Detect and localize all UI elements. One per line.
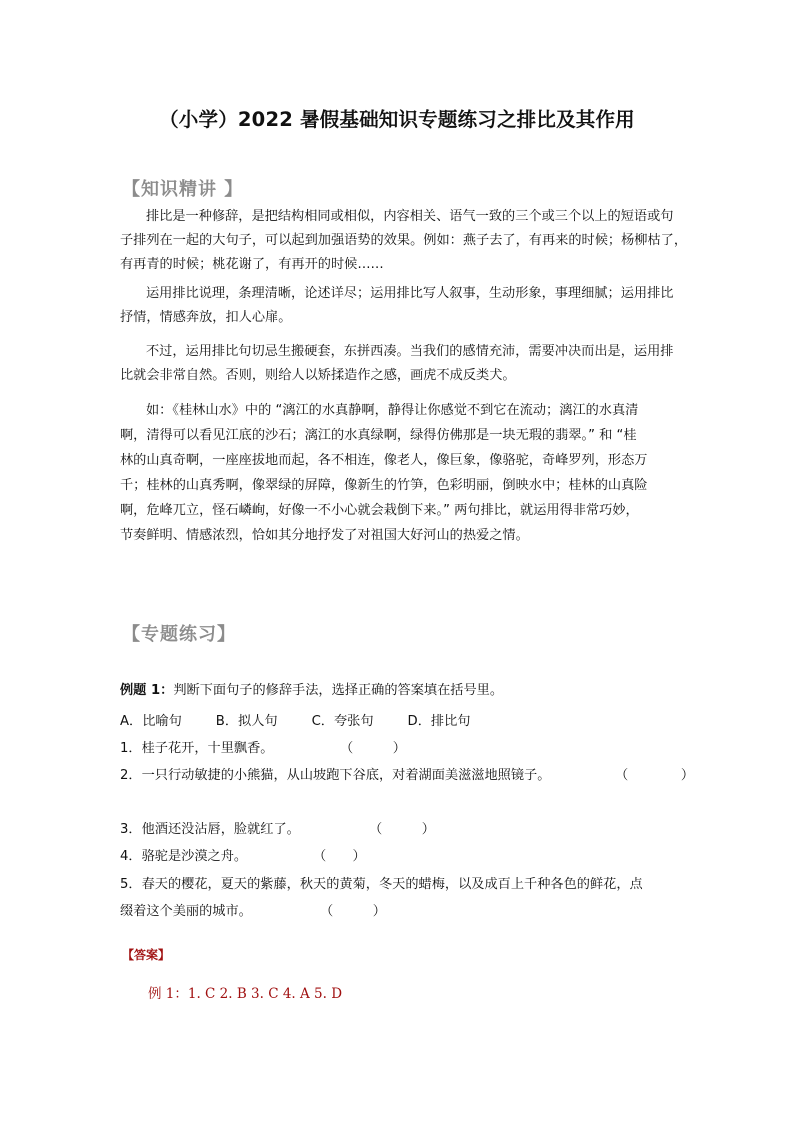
paragraph-line: 子排列在一起的大句子，可以起到加强语势的效果。例如：燕子去了，有再来的时候；杨柳枯了， <box>120 233 688 248</box>
paragraph-line: 不过，运用排比句切忌生搬硬套，东拼西凑。当我们的感情充沛，需要冲决而出是，运用排 <box>146 344 674 359</box>
question-2 <box>120 764 550 783</box>
paragraph-line: 排比是一种修辞，是把结构相同或相似，内容相关、语气一致的三个或三个以上的短语或句 <box>146 209 674 224</box>
answer-label: 【答案】 <box>122 948 171 962</box>
answer-blank-1: （ ） <box>340 741 406 756</box>
answer-blank-2: （ ） <box>615 768 695 783</box>
page-title: （小学）2022 暑假基础知识专题练习之排比及其作用 <box>159 108 635 131</box>
paragraph-1 <box>120 205 688 277</box>
question-text: 2．一只行动敏捷的小熊猫，从山坡跑下谷底，对着湖面美滋滋地照镜子。 <box>120 768 551 783</box>
question-text: 1．桂子花开，十里飘香。 <box>120 741 274 756</box>
question-3 <box>120 818 300 837</box>
option-b: B．拟人句 <box>215 714 278 729</box>
question-text: 3．他酒还没沾唇，脸就红了。 <box>120 822 300 837</box>
paragraph-line: 如：《桂林山水》中的 “漓江的水真静啊，静得让你感觉不到它在流动；漓江的水真清 <box>146 403 639 418</box>
question-4 <box>120 845 247 864</box>
paragraph-4 <box>120 398 648 548</box>
example-instruction: 判断下面句子的修辞手法，选择正确的答案填在括号里。 <box>173 683 504 698</box>
question-text: 5．春天的樱花，夏天的紫藤，秋天的黄菊，冬天的蜡梅，以及成百上千种各色的鲜花，点 <box>120 877 643 892</box>
paragraph-2 <box>120 282 674 330</box>
options-row <box>120 710 504 729</box>
question-5-continued: 缀着这个美丽的城市。 <box>120 904 252 919</box>
section-heading-knowledge: 【知识精讲 】 <box>122 179 244 200</box>
paragraph-line: 林的山真奇啊，一座座拔地而起，各不相连，像老人，像巨象，像骆驼，奇峰罗列，形态万 <box>120 453 648 468</box>
answer-blank-3: （ ） <box>369 822 435 837</box>
answer-blank-5: （ ） <box>320 904 386 919</box>
example-label: 例题 1： <box>120 683 174 698</box>
paragraph-line: 有再青的时候；桃花谢了，有再开的时候…… <box>120 257 384 272</box>
option-d: D．排比句 <box>407 714 471 729</box>
paragraph-line: 啊，清得可以看见江底的沙石；漓江的水真绿啊，绿得仿佛那是一块无瑕的翡翠。” 和 “桂 <box>120 428 637 443</box>
paragraph-line: 节奏鲜明、情感浓烈，恰如其分地抒发了对祖国大好河山的热爱之情。 <box>120 528 529 543</box>
example-1-prompt <box>120 679 503 698</box>
paragraph-line: 啊，危峰兀立，怪石嶙峋，好像一不小心就会栽倒下来。” 两句排比，就运用得非常巧妙， <box>120 503 639 518</box>
option-c: C．夸张句 <box>311 714 374 729</box>
paragraph-3 <box>120 340 674 388</box>
section-heading-practice: 【专题练习】 <box>122 624 236 645</box>
answer-key: 例 1：1. C 2. B 3. C 4. A 5. D <box>148 986 343 1002</box>
question-1 <box>120 737 273 756</box>
option-a: A．比喻句 <box>120 714 182 729</box>
question-5 <box>120 873 643 892</box>
answer-blank-4: （ ） <box>313 849 366 864</box>
paragraph-line: 运用排比说理，条理清晰，论述详尽；运用排比写人叙事，生动形象，事理细腻；运用排比 <box>146 286 674 301</box>
paragraph-line: 比就会非常自然。否则，则给人以矫揉造作之感，画虎不成反类犬。 <box>120 368 516 383</box>
question-text: 4．骆驼是沙漠之舟。 <box>120 849 248 864</box>
paragraph-line: 抒情，情感奔放，扣人心扉。 <box>120 310 292 325</box>
paragraph-line: 千；桂林的山真秀啊，像翠绿的屏障，像新生的竹笋，色彩明丽，倒映水中；桂林的山真险 <box>120 478 648 493</box>
